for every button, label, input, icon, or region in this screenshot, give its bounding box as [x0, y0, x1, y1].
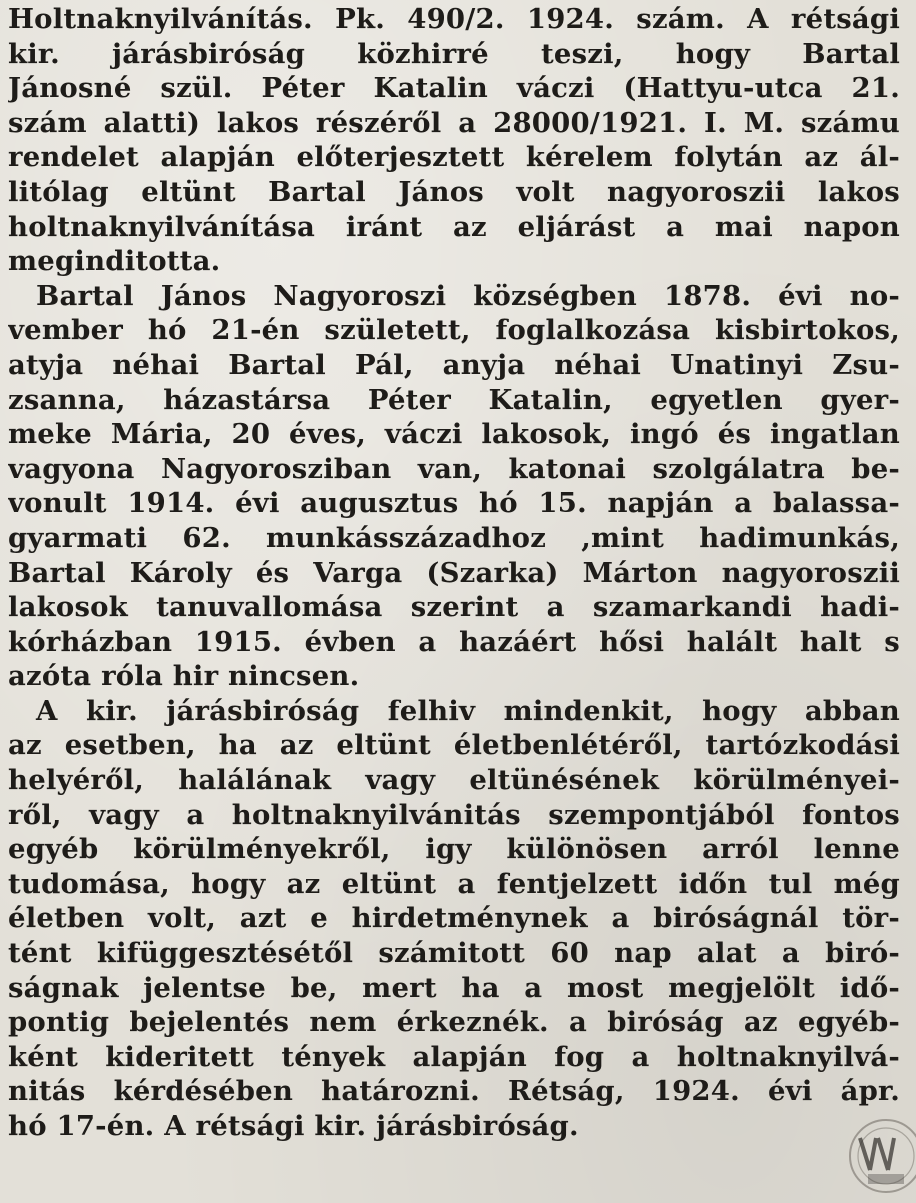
text-line: litólag eltünt Bartal János volt nagyoroszii lakos [8, 175, 900, 208]
text-line: életben volt, azt e hirdetménynek a biróságnál tör- [8, 902, 900, 935]
text-line: zsanna, házastársa Péter Katalin, egyetlen gyer- [8, 383, 900, 416]
text-line: A kir. járásbiróság felhiv mindenkit, hogy abban [36, 694, 900, 727]
text-line: rendelet alapján előterjesztett kérelem folytán az ál- [8, 141, 900, 174]
text-line: szám alatti) lakos részéről a 28000/1921. I. M. számu [8, 106, 900, 139]
text-line: Bartal Károly és Varga (Szarka) Márton nagyoroszii [8, 556, 900, 589]
article-paragraph [8, 279, 900, 694]
text-line: meke Mária, 20 éves, váczi lakosok, ingó és ingatlan [8, 418, 900, 451]
text-line: kir. járásbiróság közhirré teszi, hogy Bartal [8, 37, 900, 70]
text-line: gyarmati 62. munkásszázadhoz ,mint hadimunkás, [8, 521, 900, 554]
text-line: kórházban 1915. évben a hazáért hősi halált halt s [8, 625, 900, 658]
text-line: lakosok tanuvallomása szerint a szamarkandi hadi- [8, 591, 900, 624]
text-line: ről, vagy a holtnaknyilvánitás szempontjából fontos [8, 798, 900, 831]
text-line: meginditotta. [8, 245, 221, 278]
article-paragraph [8, 694, 900, 1144]
text-line: vonult 1914. évi augusztus hó 15. napján a balassa- [8, 487, 900, 520]
text-line: tudomása, hogy az eltünt a fentjelzett időn tul még [8, 867, 900, 900]
article-paragraph [8, 2, 900, 279]
text-line: ságnak jelentse be, mert ha a most megjelölt idő- [8, 971, 900, 1004]
text-line: vember hó 21-én született, foglalkozása kisbirtokos, [8, 314, 900, 347]
text-line: vagyona Nagyorosziban van, katonai szolgálatra be- [8, 452, 900, 485]
text-line: Bartal János Nagyoroszi községben 1878. évi no- [36, 279, 900, 312]
text-line: Jánosné szül. Péter Katalin váczi (Hattyu-utca 21. [8, 72, 900, 105]
text-line: egyéb körülményekről, igy különösen arról lenne [8, 833, 900, 866]
text-line: azóta róla hir nincsen. [8, 660, 360, 693]
text-line: az esetben, ha az eltünt életbenlétéről, tartózkodási [8, 729, 900, 762]
text-line: ként kideritett tények alapján fog a holtnaknyilvá- [8, 1040, 900, 1073]
text-line: tént kifüggesztésétől számitott 60 nap alat a biró- [8, 937, 900, 970]
text-line: Holtnaknyilvánítás. Pk. 490/2. 1924. szám. A rétsági [8, 3, 900, 35]
text-line: hó 17-én. A rétsági kir. járásbiróság. [8, 1110, 579, 1142]
text-line: holtnaknyilvánítása iránt az eljárást a mai napon [8, 210, 900, 243]
text-line: nitás kérdésében határozni. Rétság, 1924. évi ápr. [8, 1075, 900, 1108]
text-line: pontig bejelentés nem érkeznék. a biróság az egyéb- [8, 1006, 900, 1039]
library-seal-icon [838, 1110, 916, 1200]
text-line: helyéről, halálának vagy eltünésének körülményei- [8, 764, 900, 797]
text-line: atyja néhai Bartal Pál, anyja néhai Unatinyi Zsu- [8, 348, 900, 381]
article-column [8, 2, 900, 1144]
